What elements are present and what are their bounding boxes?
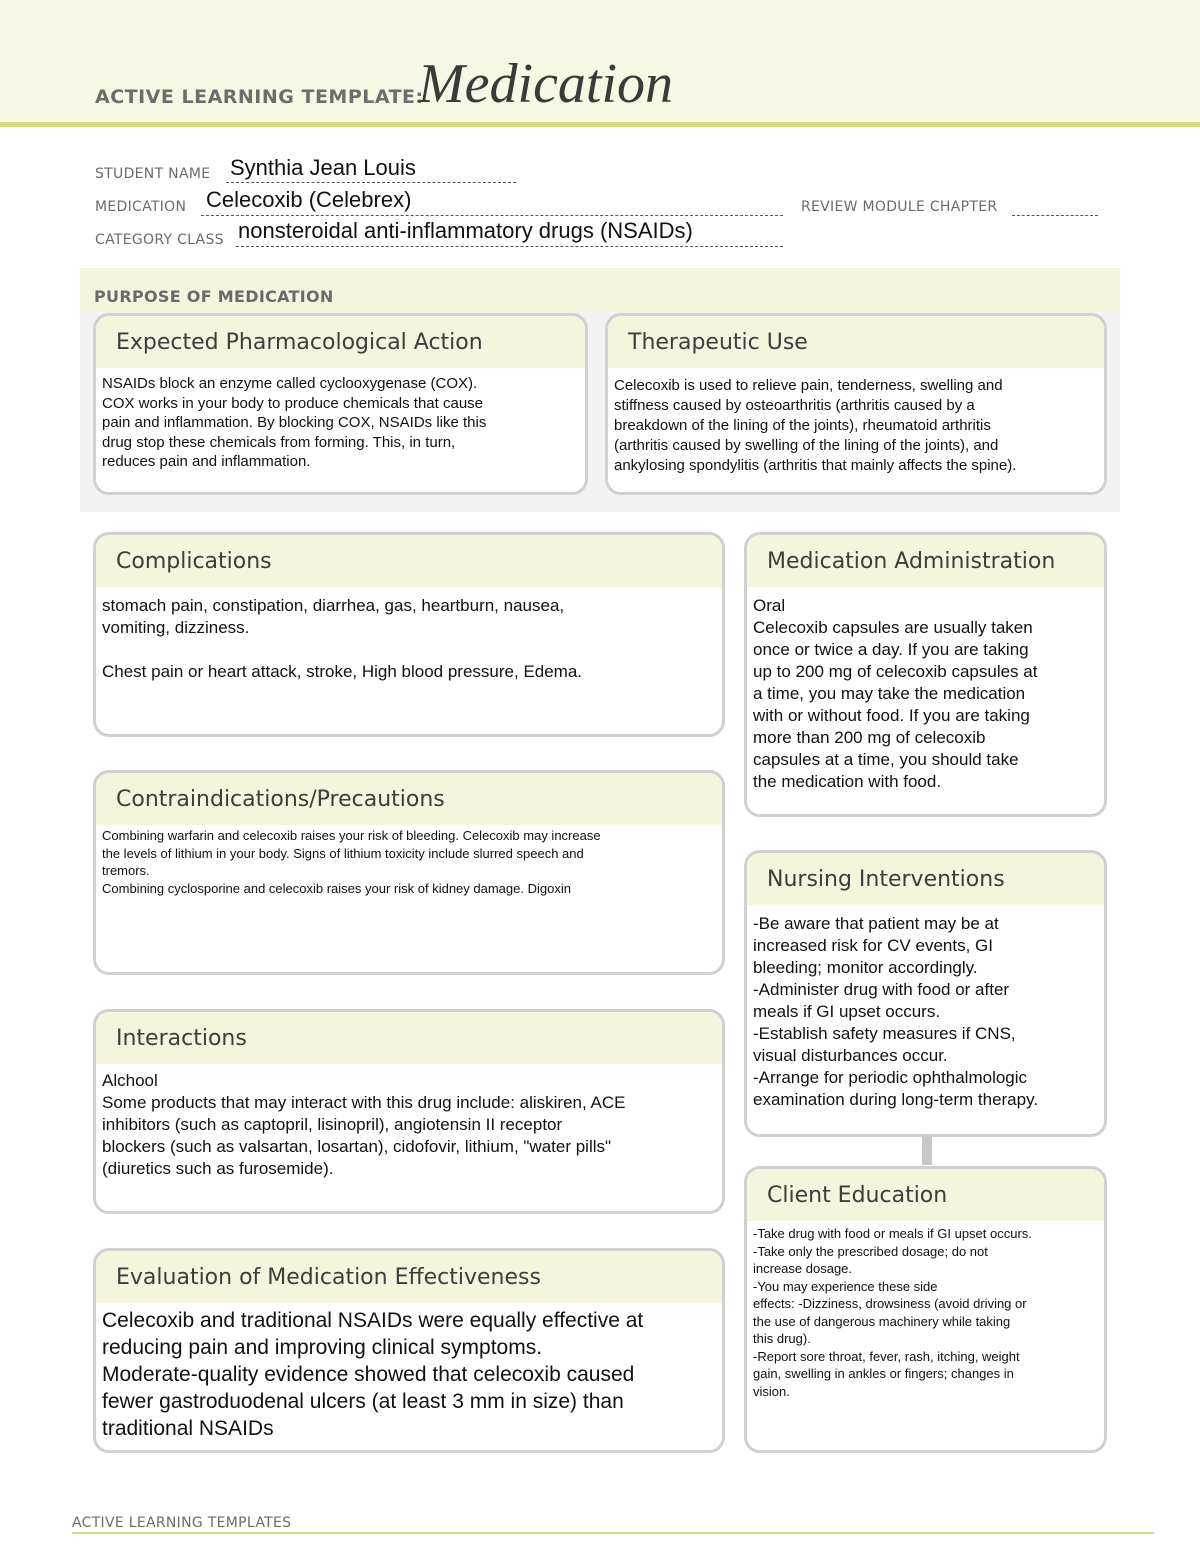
review-module-label: REVIEW MODULE CHAPTER (801, 199, 998, 215)
interactions-card (93, 1009, 725, 1214)
card-connector (922, 1135, 932, 1165)
medication-label: MEDICATION (95, 199, 187, 215)
complications-body[interactable]: stomach pain, constipation, diarrhea, gas, heartburn, nausea, vomiting, dizziness. Chest pain or heart attack, stroke, High blood pressure, Edema. (102, 596, 583, 681)
nursing-interventions-card (744, 850, 1107, 1137)
contraindications-card (93, 770, 725, 975)
header-divider (0, 122, 1200, 127)
medication-value[interactable]: Celecoxib (Celebrex) (206, 187, 412, 212)
medication-administration-title: Medication Administration (747, 535, 1104, 587)
client-education-title: Client Education (747, 1169, 1104, 1221)
medication-administration-body[interactable]: Oral Celecoxib capsules are usually taken once or twice a day. If you are taking up to 200 mg of celecoxib capsules at a time, you may take the medication with or without food. If you are taking more than 200 mg of celecoxib capsules at a time, you should take the medication with food. (753, 596, 1038, 791)
category-class-value[interactable]: nonsteroidal anti-inflammatory drugs (NSAIDs) (238, 218, 693, 243)
expected-action-body[interactable]: NSAIDs block an enzyme called cyclooxygenase (COX). COX works in your body to produce chemicals that cause pain and inflammation. By blocking COX, NSAIDs like this drug stop these chemicals from forming. This, in turn, reduces pain and inflammation. (102, 375, 487, 470)
footer-divider (72, 1532, 1154, 1534)
contraindications-body[interactable]: Combining warfarin and celecoxib raises your risk of bleeding. Celecoxib may increase the levels of lithium in your body. Signs of lithium toxicity include slurred speech and tremors. Combining cyclosporine and celecoxib raises your risk of kidney damage. Digoxin (102, 828, 601, 896)
category-class-line (236, 246, 783, 247)
evaluation-title: Evaluation of Medication Effectiveness (96, 1251, 722, 1303)
client-education-body[interactable]: -Take drug with food or meals if GI upset occurs. -Take only the prescribed dosage; do not increase dosage. -You may experience these side effects: -Dizziness, drowsiness (avoid driving or the use of dangerous machinery while taking this drug). -Report sore throat, fever, rash, itching, weight gain, swelling in ankles or fingers; changes in vision. (753, 1226, 1032, 1399)
nursing-interventions-title: Nursing Interventions (747, 853, 1104, 905)
client-education-card (744, 1166, 1107, 1453)
purpose-section-label: PURPOSE OF MEDICATION (94, 287, 334, 306)
complications-title: Complications (96, 535, 722, 587)
template-title: Medication (418, 53, 674, 115)
evaluation-card (93, 1248, 725, 1453)
expected-action-title: Expected Pharmacological Action (96, 316, 585, 368)
medication-administration-card (744, 532, 1107, 817)
interactions-body[interactable]: Alchool Some products that may interact with this drug include: aliskiren, ACE inhibitors (such as captopril, lisinopril), angiotensin II receptor blockers (such as valsartan, losartan), cidofovir, lithium, "water pills" (diuretics such as furosemide). (102, 1071, 626, 1178)
review-module-line[interactable] (1012, 215, 1098, 216)
contraindications-title: Contraindications/Precautions (96, 773, 722, 825)
footer-label: ACTIVE LEARNING TEMPLATES (72, 1515, 292, 1531)
therapeutic-use-body[interactable]: Celecoxib is used to relieve pain, tenderness, swelling and stiffness caused by osteoarthritis (arthritis caused by a breakdown of the lining of the joints), rheumatoid arthritis (arthritis caused by swelling of the lining of the joints), and ankylosing spondylitis (arthritis that mainly affects the spine). (614, 377, 1017, 474)
student-name-value[interactable]: Synthia Jean Louis (230, 155, 416, 180)
student-name-line (226, 182, 516, 183)
category-class-label: CATEGORY CLASS (95, 232, 224, 248)
therapeutic-use-title: Therapeutic Use (608, 316, 1104, 368)
therapeutic-use-card (605, 313, 1107, 495)
expected-action-card (93, 313, 588, 495)
medication-line (201, 215, 783, 216)
template-label: ACTIVE LEARNING TEMPLATE: (95, 86, 424, 108)
evaluation-body[interactable]: Celecoxib and traditional NSAIDs were equally effective at reducing pain and improving clinical symptoms. Moderate-quality evidence showed that celecoxib caused fewer gastroduodenal ulcers (at least 3 mm in size) than traditional NSAIDs (102, 1309, 644, 1440)
nursing-interventions-body[interactable]: -Be aware that patient may be at increased risk for CV events, GI bleeding; monitor accordingly. -Administer drug with food or after meals if GI upset occurs. -Establish safety measures if CNS, visual disturbances occur. -Arrange for periodic ophthalmologic examination during long-term therapy. (753, 914, 1039, 1109)
student-name-label: STUDENT NAME (95, 166, 211, 182)
interactions-title: Interactions (96, 1012, 722, 1064)
complications-card (93, 532, 725, 737)
